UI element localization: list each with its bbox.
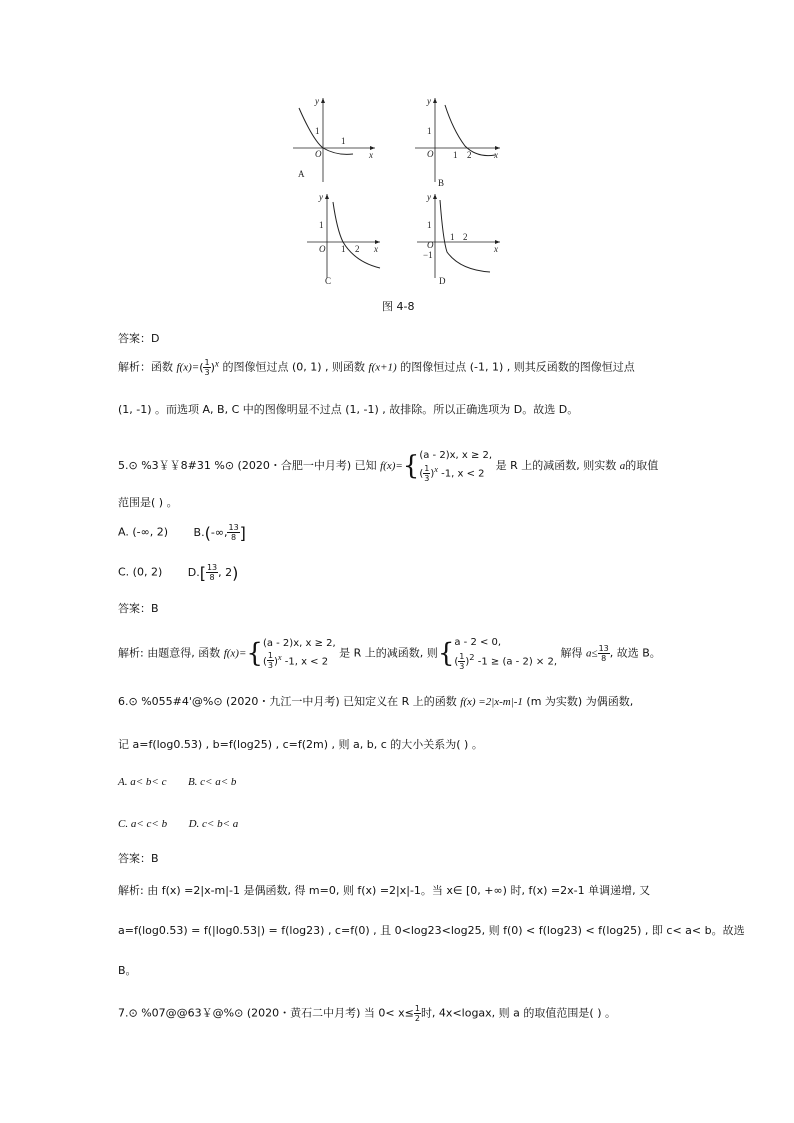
q5-an-case2: -1, x < 2: [284, 655, 329, 667]
svg-text:2: 2: [463, 232, 468, 242]
q7-head: 7.⊙ %07@@63￥@%⊙ (2020・黄石二中月考) 当 0< x≤: [118, 1006, 414, 1020]
svg-text:1: 1: [427, 220, 432, 230]
svg-text:1: 1: [319, 220, 324, 230]
svg-text:y: y: [427, 96, 431, 106]
graph-panel-c: [307, 192, 380, 286]
q5-fx: f(x)=: [380, 459, 403, 472]
svg-text:1: 1: [450, 232, 455, 242]
svg-text:B: B: [438, 178, 445, 188]
svg-text:−1: −1: [423, 250, 433, 260]
q6-option-c: C. a< c< b: [118, 818, 168, 830]
svg-text:D: D: [439, 276, 446, 286]
q4-analysis-text-d: 的图像恒过点 (-1, 1) , 则其反函数的图像恒过点: [400, 360, 635, 374]
svg-text:1: 1: [427, 126, 432, 136]
q6-options-row2: [118, 817, 238, 830]
q5-case1: (a - 2)x, x ≥ 2,: [419, 450, 493, 461]
svg-text:1: 1: [453, 150, 458, 160]
q4-analysis-fx: f(x)=: [176, 361, 200, 374]
q5-head: 5.⊙ %3￥￥8#31 %⊙ (2020・合肥一中月考) 已知: [118, 458, 377, 472]
curve-c: [333, 202, 380, 268]
q5-tail-a: a: [619, 459, 626, 472]
svg-text:2: 2: [355, 244, 360, 254]
curve-a: [299, 108, 353, 154]
q5-options-row1: [118, 523, 246, 542]
q6-option-a: A. a< b< c: [118, 776, 167, 788]
q4-analysis-text-b: 的图像恒过点 (0, 1) , 则函数: [222, 360, 366, 374]
q4-fraction-paren: ( $\frac{1}{3}$ )$^x$: [199, 358, 219, 378]
q5-an-c2: -1 ≥ (a - 2) × 2,: [477, 656, 558, 668]
q5-tail-end: 的取值: [625, 458, 659, 472]
q6-analysis-line3: B。: [118, 964, 137, 977]
svg-text:x: x: [494, 150, 498, 160]
q5-an-case1: (a - 2)x, x ≥ 2,: [262, 637, 336, 649]
svg-text:1: 1: [315, 126, 320, 136]
q4-analysis-line1: [118, 358, 635, 377]
graph-panel-b: [415, 96, 500, 188]
svg-text:x: x: [374, 244, 378, 254]
graph-panel-a: [293, 96, 375, 182]
q5-an-f2: , 故选 B。: [609, 646, 661, 660]
svg-text:1: 1: [341, 244, 346, 254]
svg-text:O: O: [427, 240, 434, 250]
q5-cases: (a - 2)x, x ≥ 2, ( $\frac{1}{3}$ )$^x$ -1, x < 2: [419, 450, 493, 483]
svg-text:x: x: [494, 244, 498, 254]
graph-panel-d: [417, 192, 500, 286]
figure-caption: 图 4-8: [382, 300, 415, 313]
q6-head-tail: (m 为实数) 为偶函数,: [526, 695, 634, 708]
q6-head: 6.⊙ %055#4'@%⊙ (2020・九江一中月考) 已知定义在 R 上的函数: [118, 695, 457, 708]
svg-text:C: C: [325, 276, 332, 286]
q6-analysis-line1: 解析: 由 f(x) =2|x-m|-1 是偶函数, 得 m=0, 则 f(x) =2|x|-1。当 x∈ [0, +∞) 时, f(x) =2x-1 单调递增, 又: [118, 884, 651, 897]
q5-an-fx: f(x)=: [223, 647, 247, 660]
svg-text:2: 2: [467, 150, 472, 160]
q4-analysis-fx1: f(x+1): [368, 361, 397, 374]
svg-text:1: 1: [341, 136, 346, 146]
q5-brace: {: [402, 450, 420, 481]
svg-text:A: A: [298, 169, 305, 179]
svg-text:O: O: [427, 149, 434, 159]
q4-analysis-text-a: 解析：函数: [118, 360, 173, 374]
q4-answer: 答案：D: [118, 332, 160, 345]
svg-text:y: y: [427, 192, 431, 202]
svg-text:x: x: [369, 150, 373, 160]
svg-text:O: O: [315, 149, 322, 159]
svg-text:y: y: [315, 96, 319, 106]
q6-analysis-line2: a=f(log0.53) = f(|log0.53|) = f(log23) , c=f(0) , 且 0<log23<log25, 则 f(0) < f(log23) < f(log25) , 即 c< a< b。故选: [118, 924, 745, 937]
q6-stem: [118, 693, 633, 709]
q7-tail: 时, 4x<logax, 则 a 的取值范围是( ) 。: [420, 1006, 616, 1020]
q5-case2: -1, x < 2: [441, 468, 485, 480]
q5-tail: 是 R 上的减函数, 则实数: [495, 458, 617, 472]
q6-stem-line2: 记 a=f(log0.53) , b=f(log25) , c=f(2m) , 则 a, b, c 的大小关系为( ) 。: [118, 738, 483, 751]
q5-analysis: 解析: 由题意得, 函数 f(x)={ (a - 2)x, x ≥ 2, ( $\frac{1}{3}$ )$^x$ -1, x < 2 是 R 上的减函数, 则{ a - 2 < 0, ( $\frac{1}{3}$ )$^2$ -1 ≥ (a - 2) × 2, 解得 a≤ $\frac{13}{8}$ , 故选 B。: [118, 637, 661, 671]
q5-options-row2: [118, 563, 238, 582]
q5-stem-line2: 范围是( ) 。: [118, 496, 178, 509]
q5-stem: [118, 449, 658, 483]
q5-option-a: A. (-∞, 2): [118, 525, 169, 539]
svg-text:O: O: [319, 244, 326, 254]
q5-option-b: B.(-∞, $\frac{13}{8}$ ]: [193, 523, 246, 542]
q5-an-d: 解得: [560, 646, 583, 660]
q5-an-c1: a - 2 < 0,: [454, 637, 502, 648]
q4-analysis-line2: (1, -1) 。而选项 A, B, C 中的图像明显不过点 (1, -1) , 故排除。所以正确选项为 D。故选 D。: [118, 403, 579, 416]
q6-options-row1: [118, 775, 236, 788]
q5-an-e: a≤: [586, 647, 598, 660]
q5-option-d: D.[ $\frac{13}{8}$ , 2): [187, 563, 239, 582]
q5-answer: 答案：B: [118, 602, 159, 615]
svg-text:y: y: [319, 192, 323, 202]
q6-option-b: B. c< a< b: [187, 776, 237, 788]
q6-option-d: D. c< b< a: [188, 818, 239, 830]
q6-fx: f(x) =2|x-m|-1: [460, 696, 523, 708]
figure-4-8: [285, 90, 515, 290]
q6-answer: 答案：B: [118, 852, 159, 865]
q5-option-c: C. (0, 2): [118, 565, 163, 579]
q5-an-b: 是 R 上的减函数, 则: [339, 646, 438, 660]
q5-an-a: 解析: 由题意得, 函数: [118, 646, 221, 660]
q7-stem: 7.⊙ %07@@63￥@%⊙ (2020・黄石二中月考) 当 0< x≤ $\frac{1}{2}$ 时, 4x<logax, 则 a 的取值范围是( ) 。: [118, 1004, 616, 1023]
